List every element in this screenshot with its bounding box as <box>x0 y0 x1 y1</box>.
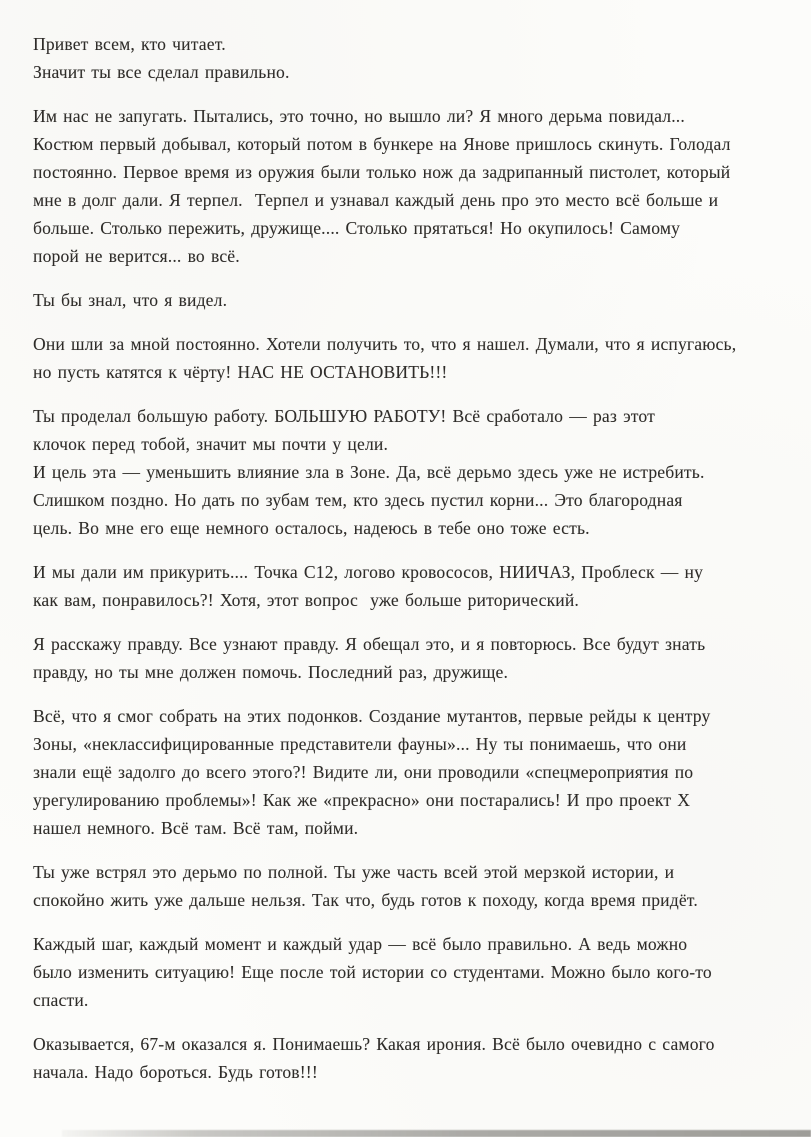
scan-edge-artifact <box>62 1130 811 1137</box>
text-line: правду, но ты мне должен помочь. Последний раз, дружище. <box>33 662 509 682</box>
text-line: Каждый шаг, каждый момент и каждый удар — всё было правильно. А ведь можно <box>33 934 688 954</box>
text-line: больше. Столько пережить, дружище.... Столько прятаться! Но окупилось! Самому <box>33 218 681 238</box>
paragraph <box>33 286 793 314</box>
text-line: нашел немного. Всё там. Всё там, пойми. <box>33 818 359 838</box>
text-line: мне в долг дали. Я терпел. Терпел и узнавал каждый день про это место всё больше и <box>33 190 719 210</box>
paragraph <box>33 558 793 614</box>
text-line: И мы дали им прикурить.... Точка С12, логово кровососов, НИИЧАЗ, Проблеск — ну <box>33 562 704 582</box>
text-line: Они шли за мной постоянно. Хотели получить то, что я нашел. Думали, что я испугаюсь, <box>33 334 737 354</box>
text-line: Я расскажу правду. Все узнают правду. Я обещал это, и я повторюсь. Все будут знать <box>33 634 706 654</box>
text-line: знали ещё задолго до всего этого?! Видите ли, они проводили «спецмероприятия по <box>33 762 694 782</box>
text-line: но пусть катятся к чёрту! НАС НЕ ОСТАНОВИТЬ!!! <box>33 362 448 382</box>
letter-body <box>33 30 793 1086</box>
text-line: Ты бы знал, что я видел. <box>33 290 228 310</box>
text-line: Костюм первый добывал, который потом в бункере на Янове пришлось скинуть. Голодал <box>33 134 731 154</box>
text-line: было изменить ситуацию! Еще после той истории со студентами. Можно было кого-то <box>33 962 712 982</box>
paragraph <box>33 630 793 686</box>
text-line: порой не верится... во всё. <box>33 246 240 266</box>
text-line: Им нас не запугать. Пытались, это точно, но вышло ли? Я много дерьма повидал... <box>33 106 685 126</box>
text-line: Значит ты все сделал правильно. <box>33 62 290 82</box>
text-line: цель. Во мне его еще немного осталось, надеюсь в тебе оно тоже есть. <box>33 518 590 538</box>
paragraph <box>33 1030 793 1086</box>
text-line: урегулированию проблемы»! Как же «прекрасно» они постарались! И про проект Х <box>33 790 691 810</box>
text-line: Зоны, «неклассифицированные представители фауны»... Ну ты понимаешь, что они <box>33 734 687 754</box>
paragraph <box>33 930 793 1014</box>
text-line: Слишком поздно. Но дать по зубам тем, кто здесь пустил корни... Это благородная <box>33 490 683 510</box>
text-line: клочок перед тобой, значит мы почти у цели. <box>33 434 389 454</box>
text-line: постоянно. Первое время из оружия были только нож да задрипанный пистолет, который <box>33 162 731 182</box>
paragraph <box>33 330 793 386</box>
paragraph <box>33 402 793 542</box>
text-line: Всё, что я смог собрать на этих подонков. Создание мутантов, первые рейды к центру <box>33 706 711 726</box>
text-line: Оказывается, 67-м оказался я. Понимаешь? Какая ирония. Всё было очевидно с самого <box>33 1034 715 1054</box>
text-line: Ты проделал большую работу. БОЛЬШУЮ РАБОТУ! Всё сработало — раз этот <box>33 406 655 426</box>
text-line: Привет всем, кто читает. <box>33 34 226 54</box>
text-line: начала. Надо бороться. Будь готов!!! <box>33 1062 318 1082</box>
text-line: Ты уже встрял это дерьмо по полной. Ты уже часть всей этой мерзкой истории, и <box>33 862 675 882</box>
text-line: И цель эта — уменьшить влияние зла в Зоне. Да, всё дерьмо здесь уже не истребить. <box>33 462 705 482</box>
paragraph <box>33 102 793 270</box>
paragraph <box>33 30 793 86</box>
text-line: как вам, понравилось?! Хотя, этот вопрос уже больше риторический. <box>33 590 579 610</box>
paragraph <box>33 858 793 914</box>
text-line: спасти. <box>33 990 89 1010</box>
text-line: спокойно жить уже дальше нельзя. Так что, будь готов к походу, когда время придёт. <box>33 890 698 910</box>
paragraph <box>33 702 793 842</box>
